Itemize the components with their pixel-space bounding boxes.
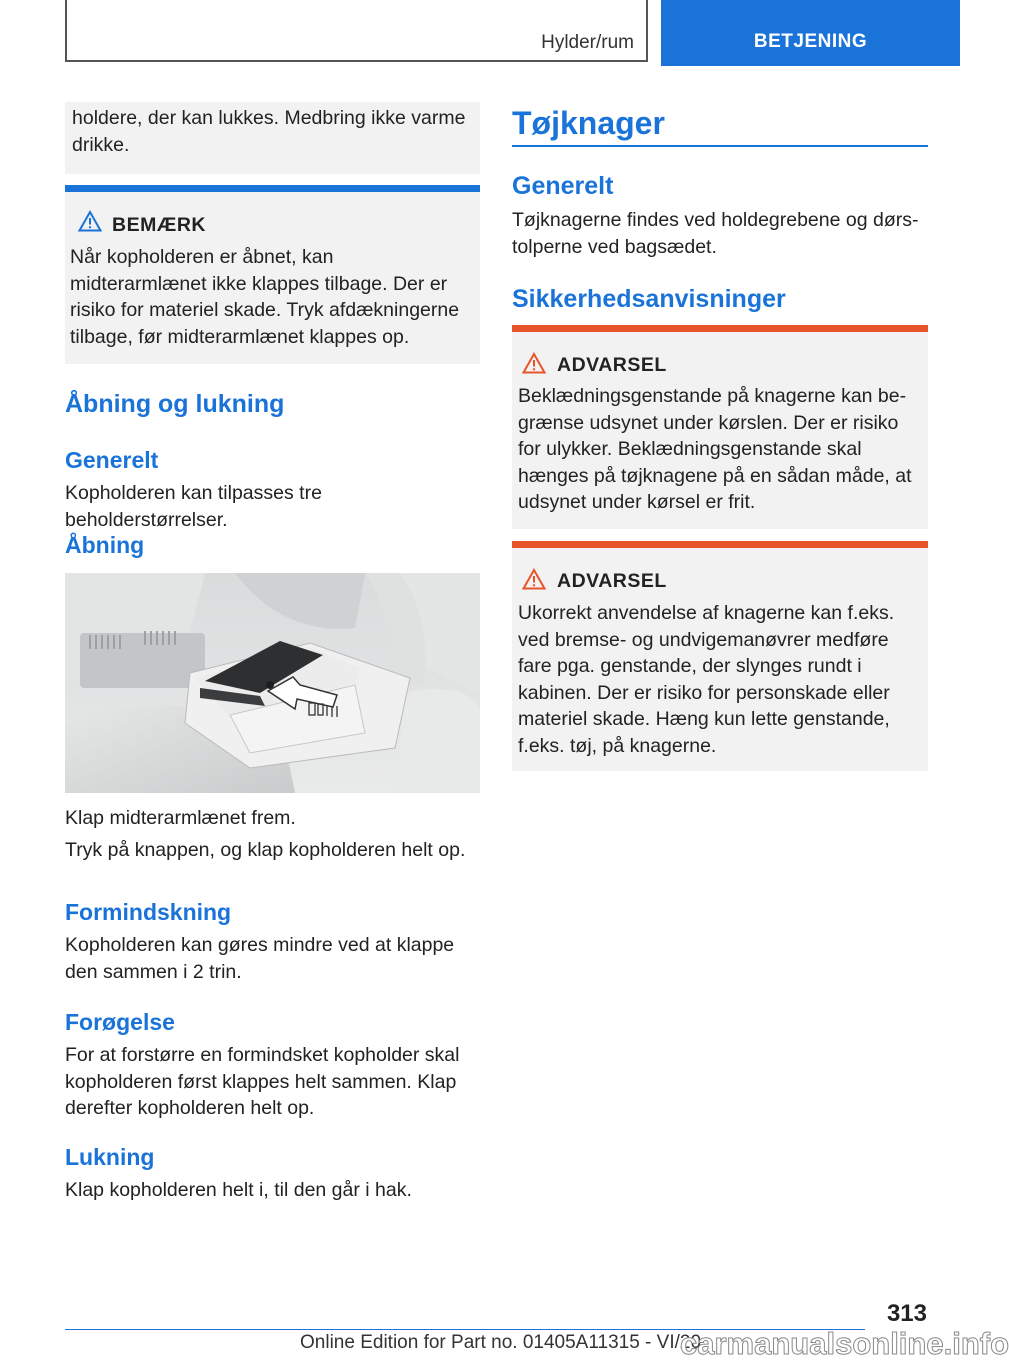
heading-general-right: Generelt [512,172,614,200]
warning-2-bar [512,541,928,548]
footer-edition: Online Edition for Part no. 01405A11315 - VI/20 [300,1332,702,1353]
chapter-tab-label: BETJENING [753,31,868,52]
warning-1-text: Beklædningsgenstande på knagerne kan begrænse udsynet under kørslen. Der er risiko for ulykker. Beklædningsgenstande skal hænges på tøjknagene på en sådan måde, at udsynet under kørsel er frit. [518,385,912,513]
warning-1-title: ADVARSEL [557,354,667,376]
watermark: carmanualsonline.info [680,1326,1009,1361]
step-2: Tryk på knappen, og klap kopholderen helt op. [65,839,466,861]
warning-2-box [512,548,928,771]
heading-enlarge: Forøgelse [65,1009,175,1035]
heading-safety: Sikkerhedsanvisninger [512,285,786,313]
note-bar [65,185,480,192]
warning-triangle-icon [522,352,546,374]
note-title: BEMÆRK [112,214,206,236]
general-text-left: Kopholderen kan tilpasses tre beholderstørrelser. [65,482,322,531]
warning-2-title: ADVARSEL [557,570,667,592]
enlarge-text: For at forstørre en formindsket kopholder skal kopholderen først klappes helt sammen. Klap derefter kopholderen helt op. [65,1044,460,1119]
cupholder-illustration [65,573,480,793]
chapter-tab [661,0,960,66]
note-box [65,192,480,364]
warning-1-bar [512,325,928,332]
heading-reduce: Formindskning [65,899,232,925]
warning-2-text: Ukorrekt anvendelse af knagerne kan f.eks. ved bremse- og undvigemanøvrer medføre fare pga. genstande, der slynges rundt i kabinen. Der er risiko for personskade eller materiel skade. Hæng kun lette genstande, f.eks. tøj, på knagerne. [518,602,895,757]
note-text: Når kopholderen er åbnet, kan midterarmlænet ikke klappes tilbage. Der er risiko for materiel skade. Tryk afdækningerne tilbage, før midterarmlænet klappes op. [70,246,460,348]
reduce-text: Kopholderen kan gøres mindre ved at klappe den sammen i 2 trin. [65,934,455,983]
warning-1-box [512,332,928,529]
warning-triangle-icon [78,210,102,232]
page-number: 313 [886,1300,927,1327]
heading-coat-hooks: Tøjknager [512,105,665,141]
heading-general-left: Generelt [65,447,159,473]
section-title: Hylder/rum [541,32,634,53]
heading-opening: Åbning [65,532,145,558]
title-rule [512,145,928,147]
heading-opening-closing: Åbning og lukning [65,390,285,418]
heading-closing: Lukning [65,1144,155,1170]
general-text-right: Tøjknagerne findes ved holdegrebene og dørstolperne ved bagsædet. [512,209,919,258]
warning-triangle-icon [522,568,546,590]
step-1: Klap midterarmlænet frem. [65,807,296,829]
note-continuation-text: holdere, der kan lukkes. Medbring ikke varme drikke. [72,107,466,156]
note-continuation-box [65,102,480,174]
closing-text: Klap kopholderen helt i, til den går i hak. [65,1179,412,1201]
